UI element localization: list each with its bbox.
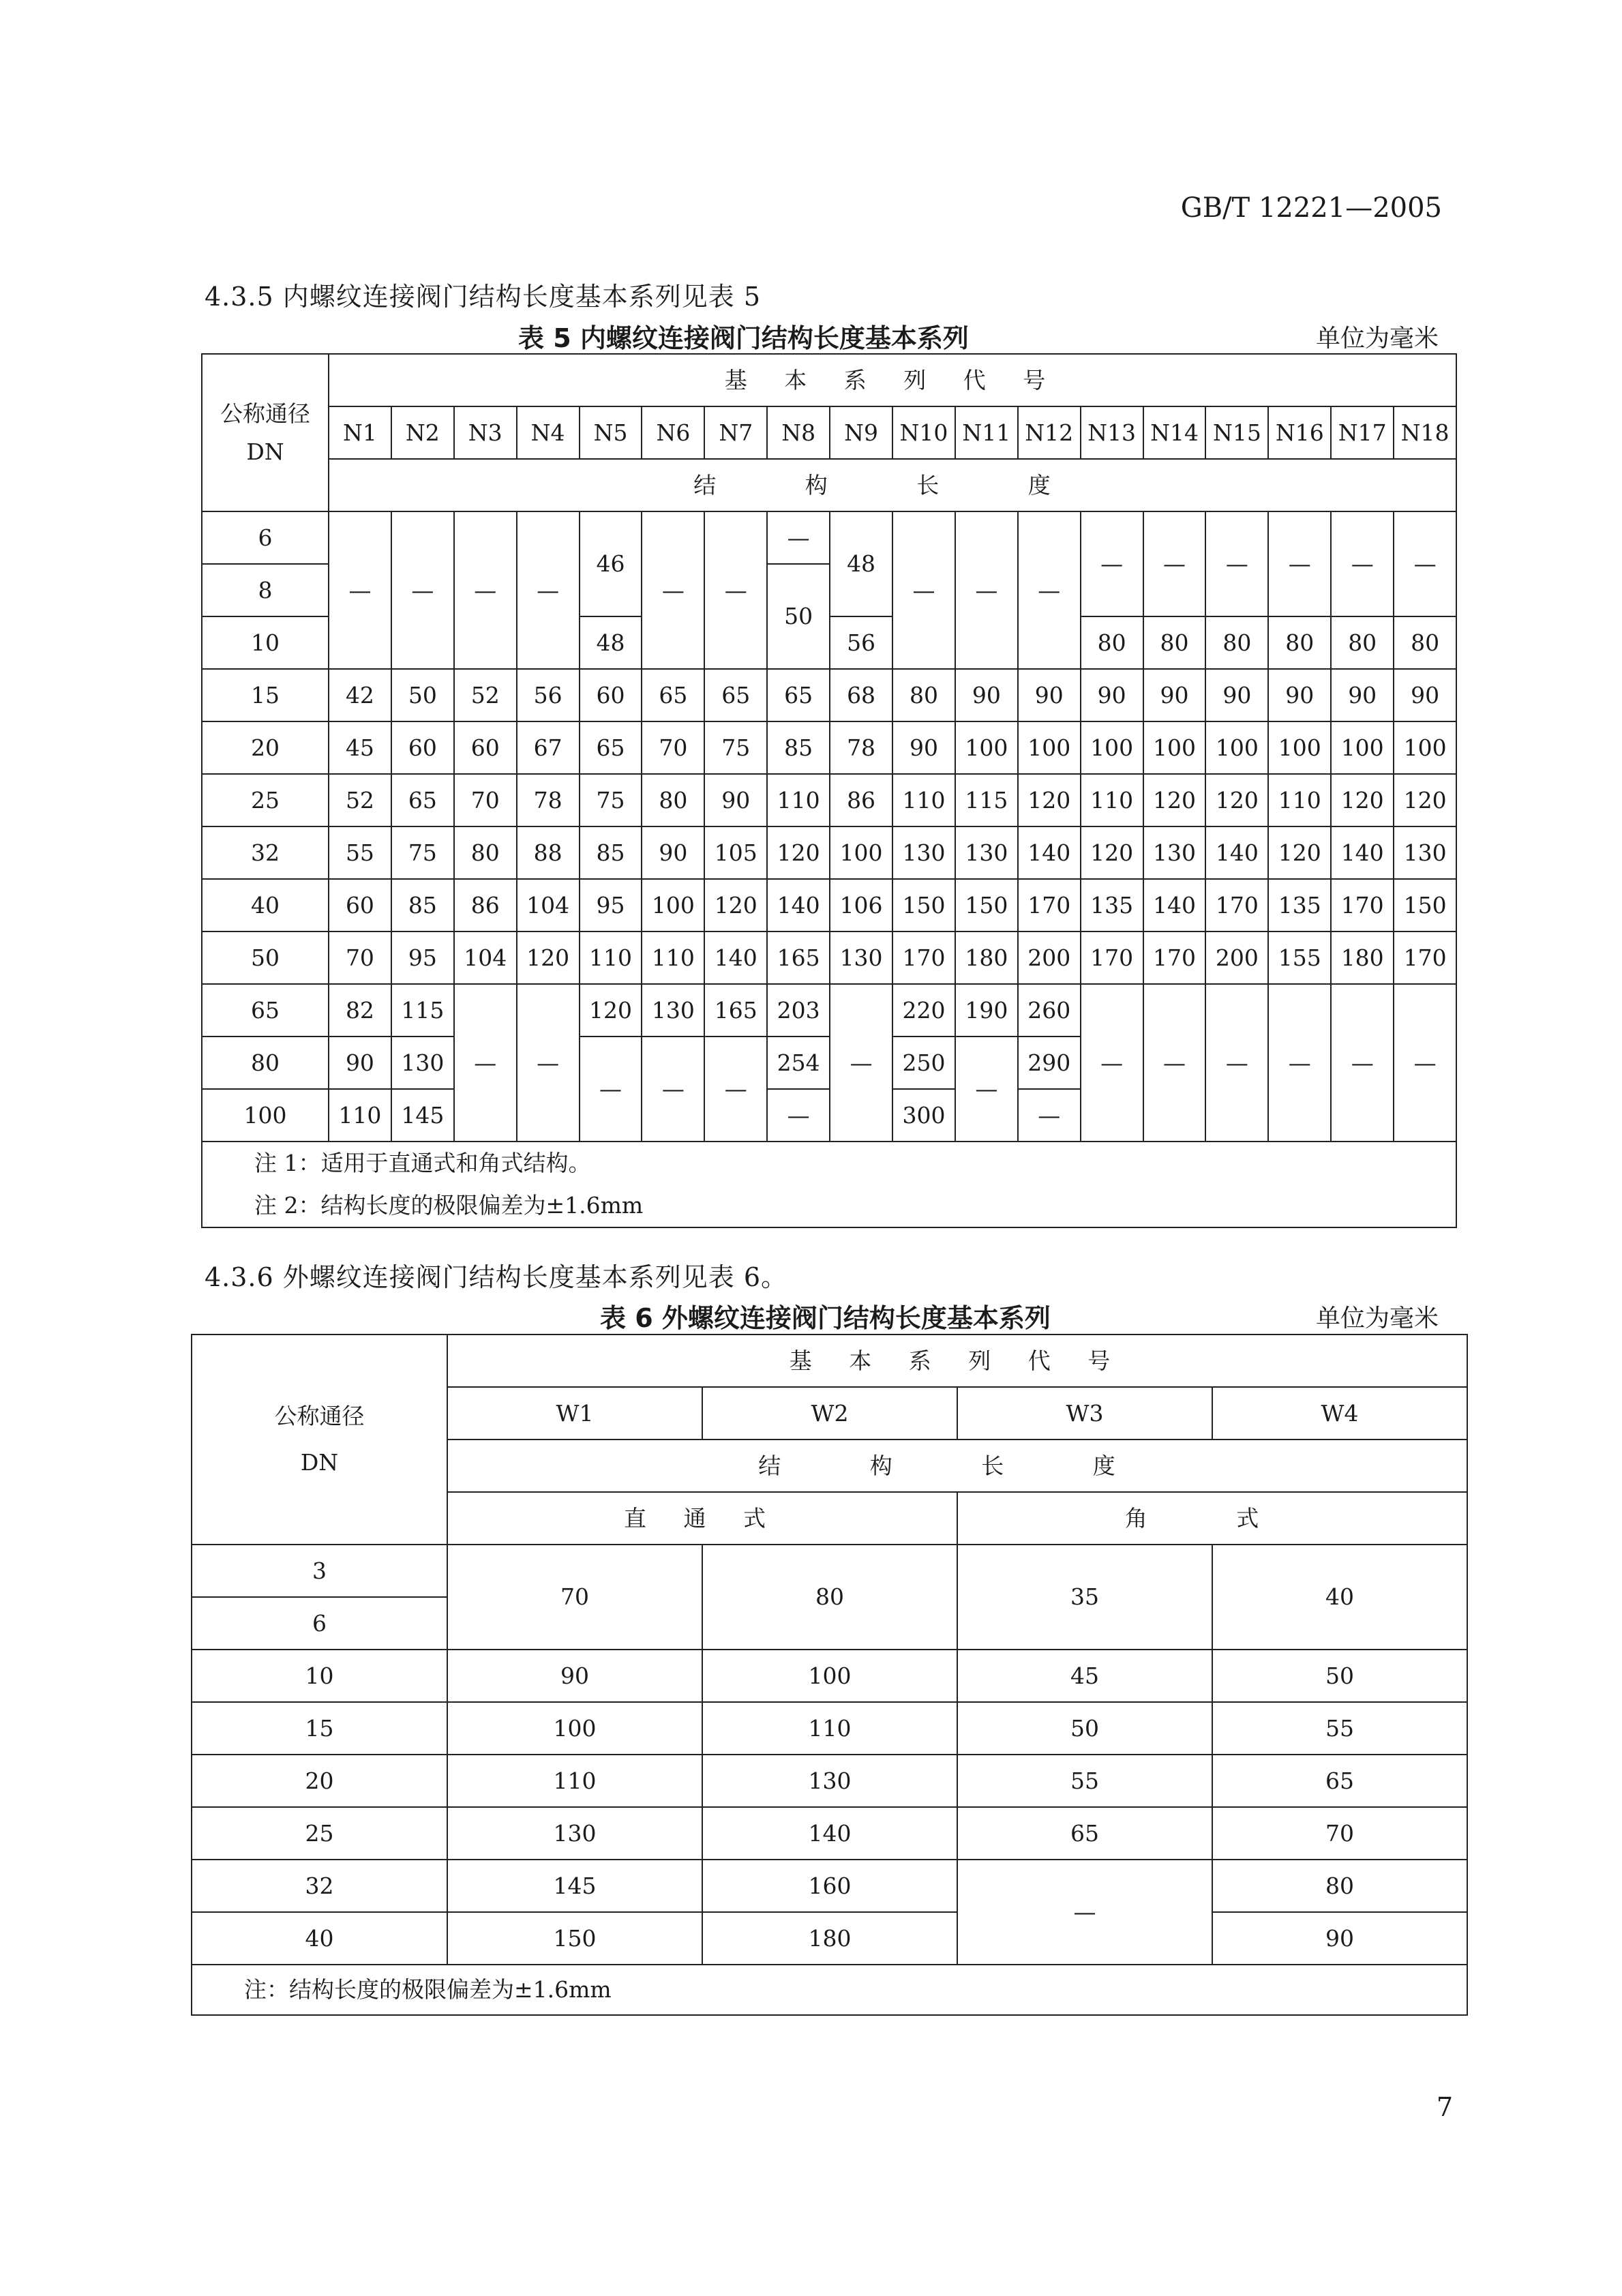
table-cell: 90 (1268, 669, 1331, 721)
table-row (202, 669, 1456, 721)
table-cell: 90 (1394, 669, 1456, 721)
table-cell: N13 (1081, 406, 1143, 459)
table-cell: 115 (955, 774, 1018, 826)
table-cell: 70 (447, 1545, 702, 1650)
table-cell: 67 (517, 721, 580, 774)
table-cell: 55 (329, 826, 391, 879)
table-cell: 203 (767, 984, 830, 1037)
table-row (192, 1650, 1467, 1702)
table-cell: 50 (957, 1702, 1212, 1755)
table-row (202, 931, 1456, 984)
table-cell: — (1394, 511, 1456, 616)
table-cell: 70 (329, 931, 391, 984)
table-cell: 250 (892, 1037, 955, 1089)
table-cell: 88 (517, 826, 580, 879)
table-row (192, 1860, 1467, 1912)
table-cell: — (892, 511, 955, 669)
table-cell: 50 (767, 564, 830, 669)
table-cell: 65 (642, 669, 704, 721)
table-cell: 25 (192, 1807, 447, 1860)
table-cell: 60 (454, 721, 517, 774)
table-cell: 140 (704, 931, 767, 984)
table-cell: 90 (955, 669, 1018, 721)
table-row (202, 984, 1456, 1037)
table-cell: 290 (1018, 1037, 1081, 1089)
table-cell: 115 (391, 984, 454, 1037)
table-cell: 15 (202, 669, 329, 721)
table-cell: 40 (192, 1912, 447, 1965)
section-4-3-6-heading: 4.3.6 外螺纹连接阀门结构长度基本系列见表 6。 (205, 1262, 788, 1292)
table-cell: 130 (702, 1755, 957, 1807)
table-cell: 50 (202, 931, 329, 984)
table-cell: W3 (957, 1387, 1212, 1440)
table-cell: — (1143, 511, 1206, 616)
table-cell: 90 (1143, 669, 1206, 721)
table-5 (201, 353, 1457, 1228)
table-cell: 170 (1081, 931, 1143, 984)
table-cell: 150 (447, 1912, 702, 1965)
table-cell: 40 (202, 879, 329, 931)
table-cell: 80 (1205, 616, 1268, 669)
table-cell: 75 (704, 721, 767, 774)
table-cell: 145 (447, 1860, 702, 1912)
table-cell: 78 (517, 774, 580, 826)
table-cell: 20 (202, 721, 329, 774)
table-cell: 170 (1018, 879, 1081, 931)
table-cell: N16 (1268, 406, 1331, 459)
table-cell: 110 (447, 1755, 702, 1807)
table-cell: 35 (957, 1545, 1212, 1650)
table-cell: W1 (447, 1387, 702, 1440)
table-cell: N14 (1143, 406, 1206, 459)
table-cell: N8 (767, 406, 830, 459)
table-cell: — (767, 1089, 830, 1142)
angle-type-header: 角 式 (957, 1492, 1467, 1545)
table-cell: 15 (192, 1702, 447, 1755)
table-cell: 104 (454, 931, 517, 984)
table-cell: 165 (767, 931, 830, 984)
table-cell: 140 (1205, 826, 1268, 879)
table-cell: 80 (702, 1545, 957, 1650)
table-cell: 110 (892, 774, 955, 826)
table-cell: 82 (329, 984, 391, 1037)
table-cell: 120 (517, 931, 580, 984)
table-cell: 80 (1143, 616, 1206, 669)
table-cell: 90 (329, 1037, 391, 1089)
table-cell: 120 (580, 984, 642, 1037)
table-cell: — (1081, 511, 1143, 616)
table-cell: 140 (1018, 826, 1081, 879)
table-cell: 100 (1268, 721, 1331, 774)
table5-unit: 单位为毫米 (1316, 325, 1439, 353)
table-cell: 140 (767, 879, 830, 931)
table-row (202, 721, 1456, 774)
table-cell: W2 (702, 1387, 957, 1440)
table-cell: 120 (1081, 826, 1143, 879)
table-cell: 65 (580, 721, 642, 774)
table-cell: 120 (704, 879, 767, 931)
table-cell: 52 (329, 774, 391, 826)
table-cell: 150 (892, 879, 955, 931)
table-cell: 65 (1212, 1755, 1467, 1807)
table-cell: — (704, 1037, 767, 1142)
table-cell: 90 (892, 721, 955, 774)
table-cell: 65 (391, 774, 454, 826)
table-row (202, 879, 1456, 931)
table-cell: N18 (1394, 406, 1456, 459)
table-cell: 100 (447, 1702, 702, 1755)
table-cell: 190 (955, 984, 1018, 1037)
table-cell: 70 (642, 721, 704, 774)
table-cell: 20 (192, 1755, 447, 1807)
table-cell: 135 (1268, 879, 1331, 931)
table-cell: 80 (1268, 616, 1331, 669)
table-cell: 86 (454, 879, 517, 931)
table-cell: 55 (957, 1755, 1212, 1807)
table-cell: — (1018, 511, 1081, 669)
table-cell: 6 (202, 511, 329, 564)
table-6 (191, 1334, 1468, 2016)
page-number: 7 (1436, 2092, 1453, 2122)
table-cell: — (1331, 984, 1394, 1142)
table-cell: 200 (1205, 931, 1268, 984)
table-cell: — (957, 1860, 1212, 1965)
table-cell: 90 (1018, 669, 1081, 721)
table-cell: 80 (202, 1037, 329, 1089)
table-cell: N15 (1205, 406, 1268, 459)
table5-note-1: 注 1：适用于直通式和角式结构。 (254, 1150, 591, 1176)
table-cell: 60 (329, 879, 391, 931)
table-cell: 100 (202, 1089, 329, 1142)
table-cell: — (1205, 511, 1268, 616)
table-cell: 40 (1212, 1545, 1467, 1650)
table-cell: — (642, 1037, 704, 1142)
table-cell: 80 (454, 826, 517, 879)
table-cell: N2 (391, 406, 454, 459)
table-cell: 130 (830, 931, 892, 984)
table-cell: — (767, 511, 830, 564)
table-cell: 150 (1394, 879, 1456, 931)
table-cell: 90 (1205, 669, 1268, 721)
table-cell: N11 (955, 406, 1018, 459)
table-cell: 56 (830, 616, 892, 669)
table6-caption: 表 6 外螺纹连接阀门结构长度基本系列 (600, 1303, 1051, 1333)
table-cell: 90 (447, 1650, 702, 1702)
table-cell: 56 (517, 669, 580, 721)
table-cell: 130 (955, 826, 1018, 879)
table-cell: 110 (1081, 774, 1143, 826)
dn-header: 公称通径 DN (192, 1335, 447, 1545)
table-cell: — (1268, 511, 1331, 616)
table-cell: 130 (642, 984, 704, 1037)
table-cell: 45 (329, 721, 391, 774)
table-cell: 120 (1143, 774, 1206, 826)
table-cell: 135 (1081, 879, 1143, 931)
table-cell: — (329, 511, 391, 669)
table5-caption: 表 5 内螺纹连接阀门结构长度基本系列 (518, 323, 969, 353)
table-cell: 140 (1143, 879, 1206, 931)
table-cell: 70 (454, 774, 517, 826)
table-cell: — (704, 511, 767, 669)
table-cell: 95 (391, 931, 454, 984)
table-cell: 110 (642, 931, 704, 984)
table-cell: — (580, 1037, 642, 1142)
table-cell: 75 (580, 774, 642, 826)
table-cell: 120 (1205, 774, 1268, 826)
table-cell: 110 (767, 774, 830, 826)
table-cell: 100 (830, 826, 892, 879)
table-cell: 80 (1212, 1860, 1467, 1912)
table-row (202, 774, 1456, 826)
table-cell: — (1018, 1089, 1081, 1142)
table-cell: 75 (391, 826, 454, 879)
table-cell: 52 (454, 669, 517, 721)
table-cell: 100 (702, 1650, 957, 1702)
table-cell: 78 (830, 721, 892, 774)
table-cell: 60 (391, 721, 454, 774)
table-row (202, 826, 1456, 879)
table-cell: 165 (704, 984, 767, 1037)
table-cell: 55 (1212, 1702, 1467, 1755)
table-row (192, 1702, 1467, 1755)
table-cell: 65 (767, 669, 830, 721)
table-cell: 110 (702, 1702, 957, 1755)
table-cell: 120 (767, 826, 830, 879)
table-row (192, 1755, 1467, 1807)
length-header: 结 构 长 度 (329, 459, 1456, 511)
table-cell: — (1394, 984, 1456, 1142)
table-cell: 80 (892, 669, 955, 721)
table-cell: 86 (830, 774, 892, 826)
table-cell: — (1331, 511, 1394, 616)
table-cell: N17 (1331, 406, 1394, 459)
series-header: 基 本 系 列 代 号 (329, 354, 1456, 406)
table-cell: 140 (702, 1807, 957, 1860)
table-cell: 100 (1331, 721, 1394, 774)
table-cell: 25 (202, 774, 329, 826)
table-cell: 85 (391, 879, 454, 931)
table-cell: 10 (202, 616, 329, 669)
table-cell: 90 (704, 774, 767, 826)
table-cell: 8 (202, 564, 329, 616)
table-cell: N1 (329, 406, 391, 459)
table-cell: 90 (1212, 1912, 1467, 1965)
table-cell: 120 (1018, 774, 1081, 826)
table-cell: 300 (892, 1089, 955, 1142)
table-cell: 145 (391, 1089, 454, 1142)
table-cell: W4 (1212, 1387, 1467, 1440)
table6-unit: 单位为毫米 (1316, 1304, 1439, 1332)
table-cell: 32 (202, 826, 329, 879)
table-cell: 6 (192, 1597, 447, 1650)
table-cell: 80 (1331, 616, 1394, 669)
table-cell: 170 (1143, 931, 1206, 984)
table-cell: 80 (1081, 616, 1143, 669)
table-cell: 90 (642, 826, 704, 879)
table-cell: N9 (830, 406, 892, 459)
length-header: 结 构 长 度 (447, 1440, 1467, 1492)
table-cell: 180 (955, 931, 1018, 984)
table-cell: N7 (704, 406, 767, 459)
table-cell: 70 (1212, 1807, 1467, 1860)
straight-type-header: 直 通 式 (447, 1492, 957, 1545)
table-cell: 100 (1018, 721, 1081, 774)
table-cell: 100 (642, 879, 704, 931)
table-cell: 85 (767, 721, 830, 774)
table6-note: 注：结构长度的极限偏差为±1.6mm (192, 1965, 1467, 2015)
table-row (192, 1912, 1467, 1965)
table-cell: — (1205, 984, 1268, 1142)
table-cell: N12 (1018, 406, 1081, 459)
table-cell: 48 (580, 616, 642, 669)
table-cell: — (517, 511, 580, 669)
table-cell: 68 (830, 669, 892, 721)
dn-header: 公称通径 DN (202, 354, 329, 511)
table-cell: 130 (391, 1037, 454, 1089)
table-cell: 80 (1394, 616, 1456, 669)
table-cell: — (642, 511, 704, 669)
table-cell: 170 (1394, 931, 1456, 984)
table-cell: 180 (702, 1912, 957, 1965)
table-cell: 100 (1081, 721, 1143, 774)
table-cell: 100 (1394, 721, 1456, 774)
table-cell: 155 (1268, 931, 1331, 984)
table-cell: 65 (704, 669, 767, 721)
table-row (192, 1545, 1467, 1597)
table-cell: 100 (955, 721, 1018, 774)
table-cell: 42 (329, 669, 391, 721)
table-cell: 90 (1331, 669, 1394, 721)
table-cell: 180 (1331, 931, 1394, 984)
table-cell: 130 (1394, 826, 1456, 879)
table5-notes (202, 1142, 1456, 1227)
table-cell: 100 (1143, 721, 1206, 774)
table-cell: 260 (1018, 984, 1081, 1037)
table-cell: 95 (580, 879, 642, 931)
table-cell: — (1268, 984, 1331, 1142)
table-cell: 220 (892, 984, 955, 1037)
table-cell: 130 (1143, 826, 1206, 879)
table-cell: 10 (192, 1650, 447, 1702)
table-row (192, 1807, 1467, 1860)
section-4-3-5-heading: 4.3.5 内螺纹连接阀门结构长度基本系列见表 5 (205, 282, 762, 312)
table-cell: 104 (517, 879, 580, 931)
table-cell: N4 (517, 406, 580, 459)
table-cell: 50 (1212, 1650, 1467, 1702)
table-cell: 170 (892, 931, 955, 984)
table-cell: — (454, 511, 517, 669)
table5-note-2: 注 2：结构长度的极限偏差为±1.6mm (254, 1192, 644, 1219)
series-header: 基 本 系 列 代 号 (447, 1335, 1467, 1387)
table-cell: 170 (1205, 879, 1268, 931)
table-cell: — (830, 984, 892, 1142)
table-cell: 65 (202, 984, 329, 1037)
table-cell: — (1081, 984, 1143, 1142)
table-cell: N6 (642, 406, 704, 459)
table-cell: N10 (892, 406, 955, 459)
table-cell: 60 (580, 669, 642, 721)
table-cell: — (955, 1037, 1018, 1142)
table-cell: 110 (329, 1089, 391, 1142)
series-code-row (202, 406, 1456, 459)
table-cell: 45 (957, 1650, 1212, 1702)
table-cell: 32 (192, 1860, 447, 1912)
standard-number: GB/T 12221—2005 (1180, 192, 1442, 224)
table-cell: 105 (704, 826, 767, 879)
table-cell: 106 (830, 879, 892, 931)
table-cell: 120 (1268, 826, 1331, 879)
table-cell: 48 (830, 511, 892, 616)
table-cell: 90 (1081, 669, 1143, 721)
table-cell: 65 (957, 1807, 1212, 1860)
table-cell: 160 (702, 1860, 957, 1912)
table-cell: 254 (767, 1037, 830, 1089)
table-cell: — (1143, 984, 1206, 1142)
table-cell: 46 (580, 511, 642, 616)
table-cell: 50 (391, 669, 454, 721)
table-cell: 120 (1394, 774, 1456, 826)
table-cell: N3 (454, 406, 517, 459)
table-cell: — (391, 511, 454, 669)
table-cell: 120 (1331, 774, 1394, 826)
table-cell: — (517, 984, 580, 1142)
table-cell: — (955, 511, 1018, 669)
table-row (202, 511, 1456, 564)
table-cell: N5 (580, 406, 642, 459)
table-cell: 130 (892, 826, 955, 879)
table-cell: 80 (642, 774, 704, 826)
table-cell: 110 (580, 931, 642, 984)
table-cell: 3 (192, 1545, 447, 1597)
table-cell: 130 (447, 1807, 702, 1860)
table-cell: 100 (1205, 721, 1268, 774)
table-cell: 150 (955, 879, 1018, 931)
table-cell: 140 (1331, 826, 1394, 879)
table-cell: 110 (1268, 774, 1331, 826)
table-cell: — (454, 984, 517, 1142)
table-cell: 200 (1018, 931, 1081, 984)
table-cell: 85 (580, 826, 642, 879)
table-cell: 170 (1331, 879, 1394, 931)
